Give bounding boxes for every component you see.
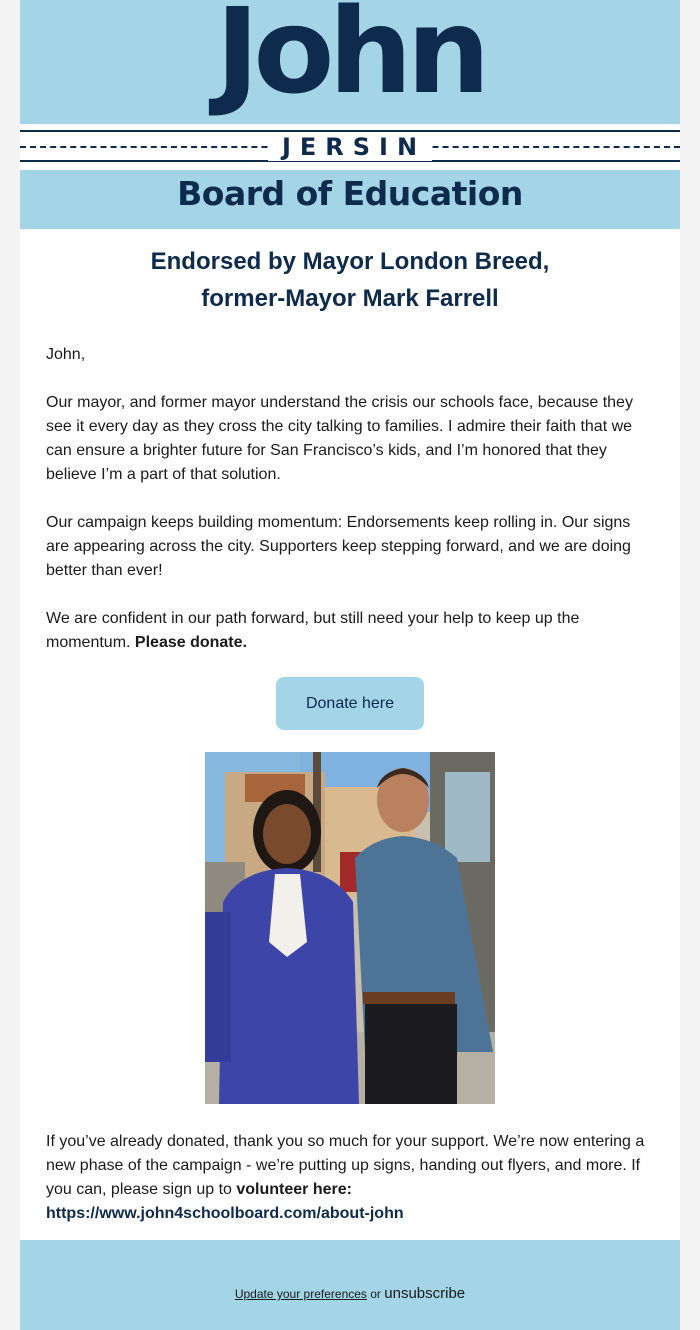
- donate-button[interactable]: Donate here: [276, 677, 424, 730]
- volunteer-link[interactable]: https://www.john4schoolboard.com/about-john: [46, 1205, 404, 1222]
- photo-two-people-icon: [205, 752, 495, 1104]
- update-preferences-link[interactable]: Update your preferences: [234, 1287, 367, 1301]
- paragraph-momentum: Our campaign keeps building momentum: Endorsements keep rolling in. Our signs are appearing across the city. Supporters keep stepping forward, and we are doing better than ever!: [46, 514, 631, 579]
- headline-line-2: former-Mayor Mark Farrell: [201, 285, 499, 312]
- logo-last-name: JERSIN: [20, 133, 680, 161]
- footer-links: [20, 1284, 680, 1304]
- donate-button-row: [20, 677, 680, 730]
- logo-subtitle: Board of Education: [177, 174, 523, 213]
- unsubscribe-link[interactable]: unsubscribe: [384, 1285, 466, 1302]
- email-footer: [20, 1240, 680, 1330]
- endorsement-photo: [205, 752, 495, 1104]
- volunteer-bold: volunteer here:: [236, 1181, 352, 1198]
- page-title: [20, 243, 680, 317]
- email-body: [20, 0, 680, 1330]
- logo-rule-top: [20, 130, 680, 132]
- paragraph-donate-ask: We are confident in our path forward, but still need your help to keep up the momentum. Please donate.: [46, 610, 580, 651]
- campaign-logo-banner: [20, 0, 680, 229]
- closing-paragraph: If you’ve already donated, thank you so much for your support. We’re now entering a new phase of the campaign - we’re putting up signs, handing out flyers, and more. If you can, please sign up to volunteer here: https://www.john4schoolboard.com/about-john: [46, 1133, 645, 1222]
- headline-line-1: Endorsed by Mayor London Breed,: [150, 248, 550, 275]
- paragraph-endorsement: Our mayor, and former mayor understand the crisis our schools face, because they see it every day as they cross the city talking to families. I admire their faith that we can ensure a brighter future for San Francisco’s kids, and I’m honored that they believe I’m a part of that solution.: [46, 394, 633, 483]
- donate-ask-bold: Please donate.: [134, 634, 247, 651]
- footer-or-text: or: [366, 1287, 385, 1301]
- message-body: [46, 343, 646, 679]
- greeting: John,: [46, 346, 86, 363]
- logo-first-name: John: [215, 0, 485, 120]
